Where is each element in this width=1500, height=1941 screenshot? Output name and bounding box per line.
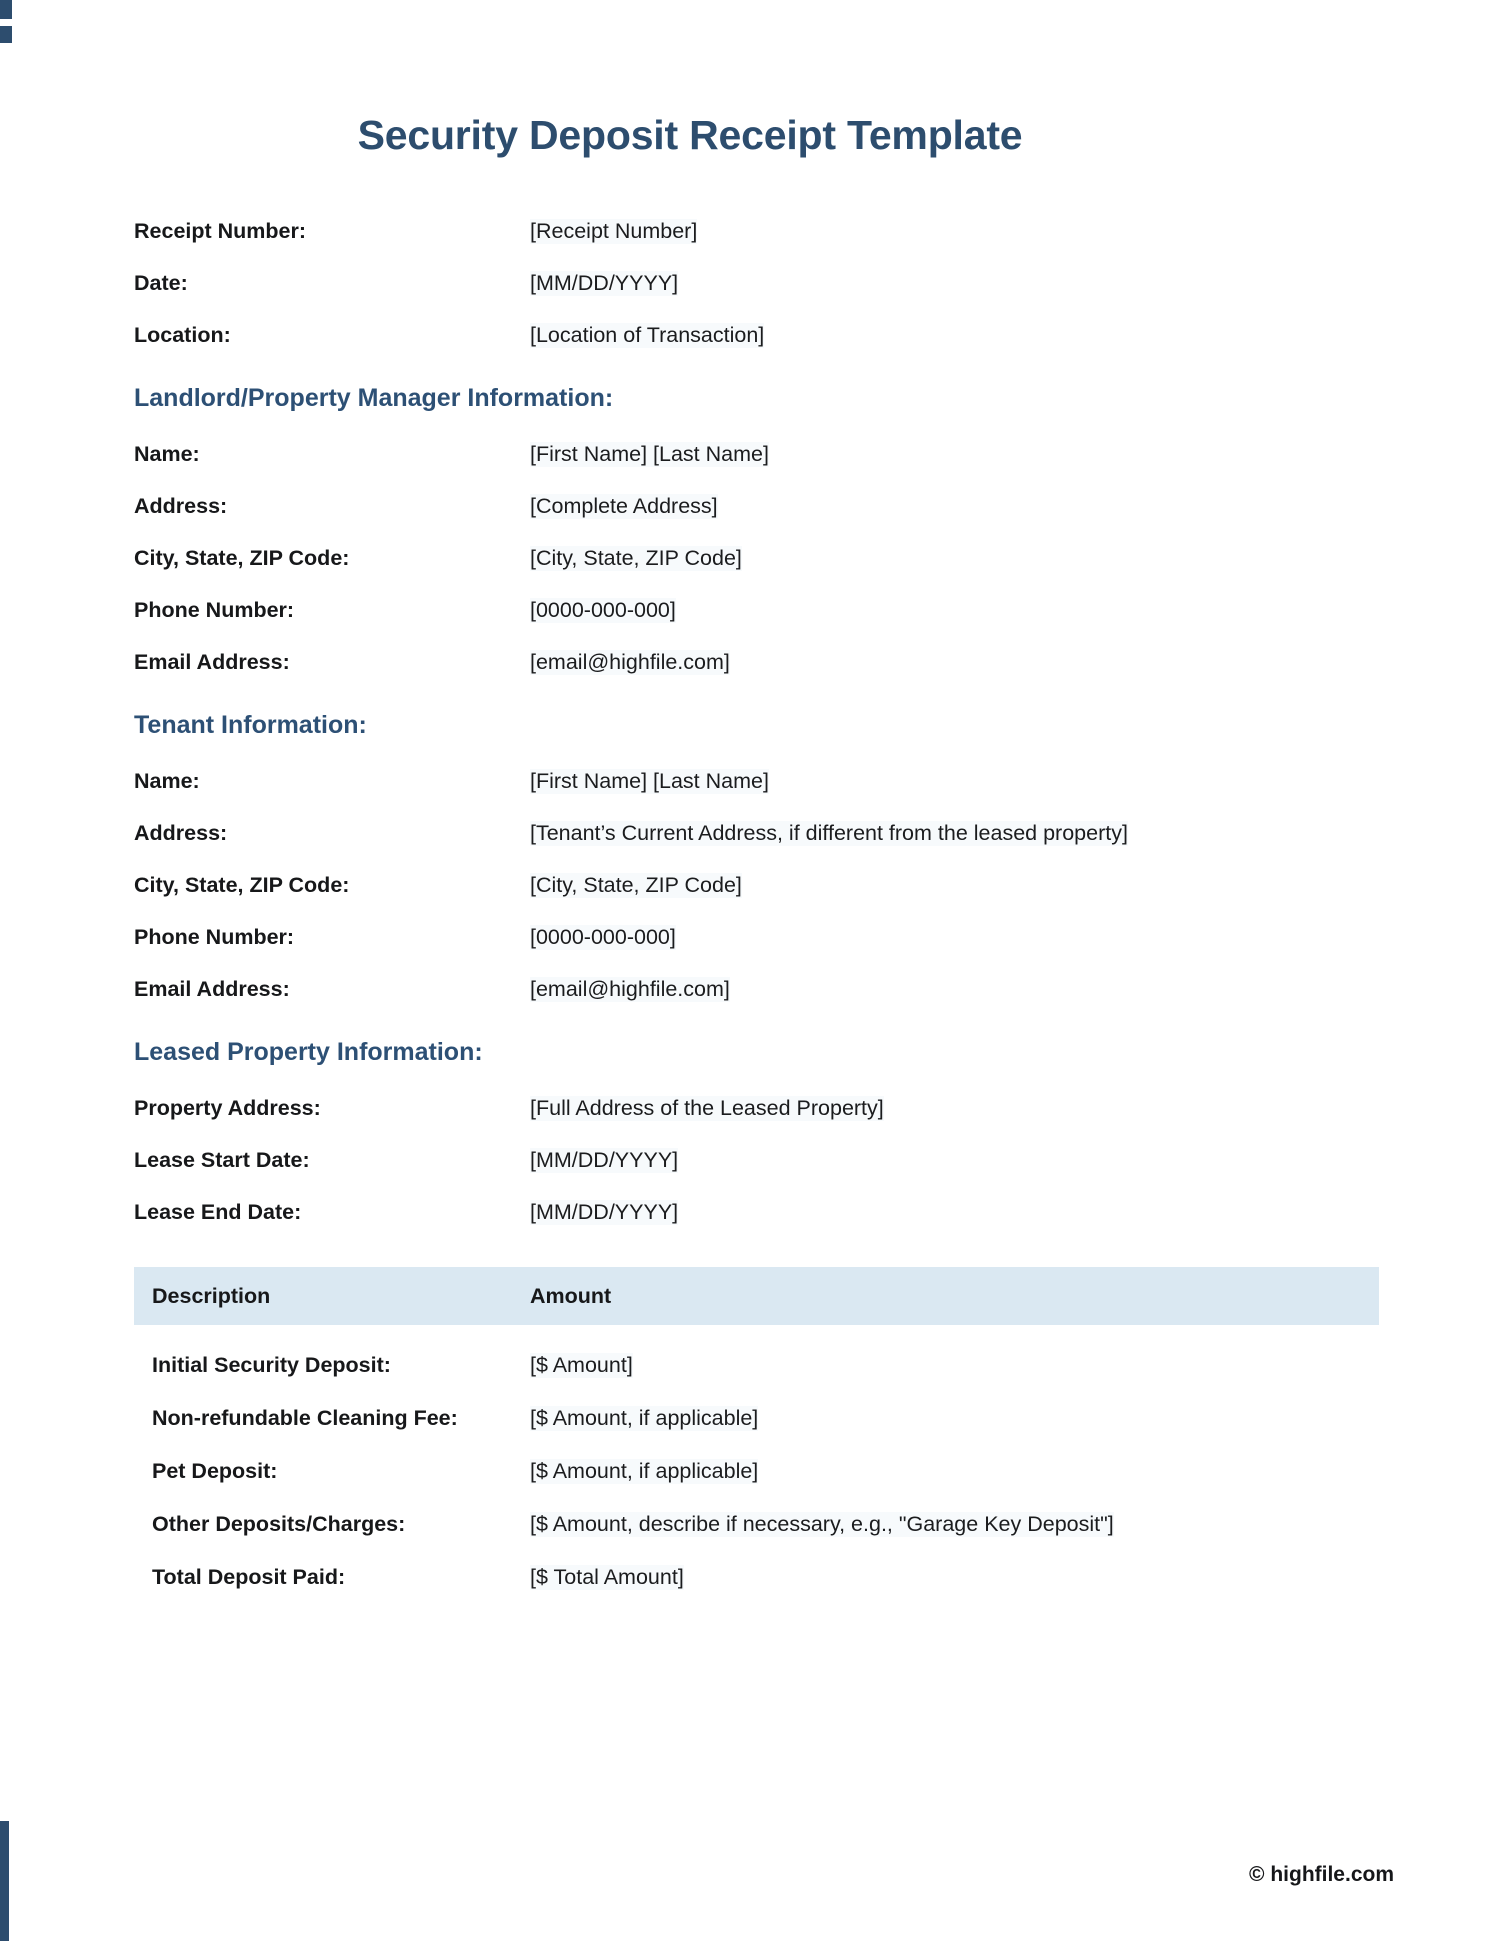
field-value[interactable]: [MM/DD/YYYY]: [530, 1148, 679, 1172]
field-label: Lease End Date:: [134, 1200, 302, 1224]
field-value[interactable]: [Tenant’s Current Address, if different from the leased property]: [530, 821, 1128, 845]
cell-description: Total Deposit Paid:: [152, 1565, 346, 1589]
table-row: [134, 1459, 1379, 1484]
field-row: [134, 873, 1400, 898]
field-row: [134, 598, 1400, 623]
field-value[interactable]: [MM/DD/YYYY]: [530, 1200, 679, 1224]
column-header-amount: Amount: [530, 1283, 612, 1308]
field-value[interactable]: [City, State, ZIP Code]: [530, 873, 742, 897]
field-row: [134, 1200, 1400, 1225]
cell-description: Other Deposits/Charges:: [152, 1512, 406, 1536]
field-label: Name:: [134, 769, 200, 793]
section-heading: Leased Property Information:: [134, 1038, 483, 1066]
field-label: Email Address:: [134, 977, 290, 1001]
cell-description: Pet Deposit:: [152, 1459, 278, 1483]
corner-accent-mark-second: [0, 26, 12, 43]
cell-amount[interactable]: [$ Amount, if applicable]: [530, 1459, 759, 1483]
table-row: [134, 1353, 1379, 1378]
table-row: [134, 1565, 1379, 1590]
field-label: Name:: [134, 442, 200, 466]
cell-description: Non-refundable Cleaning Fee:: [152, 1406, 458, 1430]
deposit-amounts-table: [134, 1267, 1379, 1590]
section-heading: Landlord/Property Manager Information:: [134, 384, 614, 412]
cell-amount[interactable]: [$ Amount]: [530, 1353, 633, 1377]
section-leased-property: [134, 1038, 1400, 1225]
field-row: [134, 821, 1400, 846]
field-label: Address:: [134, 494, 228, 518]
field-label: Phone Number:: [134, 598, 295, 622]
footer-attribution: © highfile.com: [1249, 1863, 1394, 1886]
field-value[interactable]: [0000-000-000]: [530, 598, 676, 622]
field-value[interactable]: [MM/DD/YYYY]: [530, 271, 679, 295]
field-value[interactable]: [City, State, ZIP Code]: [530, 546, 742, 570]
section-tenant: [134, 711, 1400, 1002]
field-row: [134, 442, 1400, 467]
section-heading: Tenant Information:: [134, 711, 367, 739]
field-row: [134, 769, 1400, 794]
field-row: [134, 271, 1400, 296]
table-header-row: [134, 1267, 1379, 1325]
field-row: [134, 977, 1400, 1002]
field-value[interactable]: [Full Address of the Leased Property]: [530, 1096, 884, 1120]
field-label: Receipt Number:: [134, 219, 307, 243]
field-label: Lease Start Date:: [134, 1148, 310, 1172]
cell-amount[interactable]: [$ Total Amount]: [530, 1565, 684, 1589]
header-field-group: [134, 219, 1400, 348]
field-value[interactable]: [Location of Transaction]: [530, 323, 765, 347]
document-body: [0, 159, 1500, 1590]
field-row: [134, 546, 1400, 571]
field-label: Date:: [134, 271, 188, 295]
field-value[interactable]: [email@highfile.com]: [530, 650, 730, 674]
field-label: Email Address:: [134, 650, 290, 674]
table-row: [134, 1512, 1379, 1537]
field-row: [134, 1096, 1400, 1121]
field-row: [134, 323, 1400, 348]
field-value[interactable]: [First Name] [Last Name]: [530, 769, 769, 793]
field-row: [134, 1148, 1400, 1173]
field-value[interactable]: [email@highfile.com]: [530, 977, 730, 1001]
field-label: Location:: [134, 323, 231, 347]
field-row: [134, 219, 1400, 244]
field-label: Address:: [134, 821, 228, 845]
field-row: [134, 650, 1400, 675]
page-title: Security Deposit Receipt Template: [357, 112, 1023, 158]
field-label: City, State, ZIP Code:: [134, 873, 350, 897]
field-row: [134, 494, 1400, 519]
column-header-description: Description: [152, 1283, 271, 1308]
field-row: [134, 925, 1400, 950]
field-label: Phone Number:: [134, 925, 295, 949]
field-label: City, State, ZIP Code:: [134, 546, 350, 570]
field-value[interactable]: [First Name] [Last Name]: [530, 442, 769, 466]
field-value[interactable]: [Receipt Number]: [530, 219, 698, 243]
cell-amount[interactable]: [$ Amount, describe if necessary, e.g., "Garage Key Deposit"]: [530, 1512, 1114, 1536]
corner-accent-bar-bottom: [0, 1821, 9, 1941]
cell-amount[interactable]: [$ Amount, if applicable]: [530, 1406, 759, 1430]
field-value[interactable]: [Complete Address]: [530, 494, 718, 518]
corner-accent-mark-top: [0, 0, 12, 19]
cell-description: Initial Security Deposit:: [152, 1353, 391, 1377]
field-label: Property Address:: [134, 1096, 321, 1120]
section-landlord: [134, 384, 1400, 675]
table-row: [134, 1406, 1379, 1431]
field-value[interactable]: [0000-000-000]: [530, 925, 676, 949]
